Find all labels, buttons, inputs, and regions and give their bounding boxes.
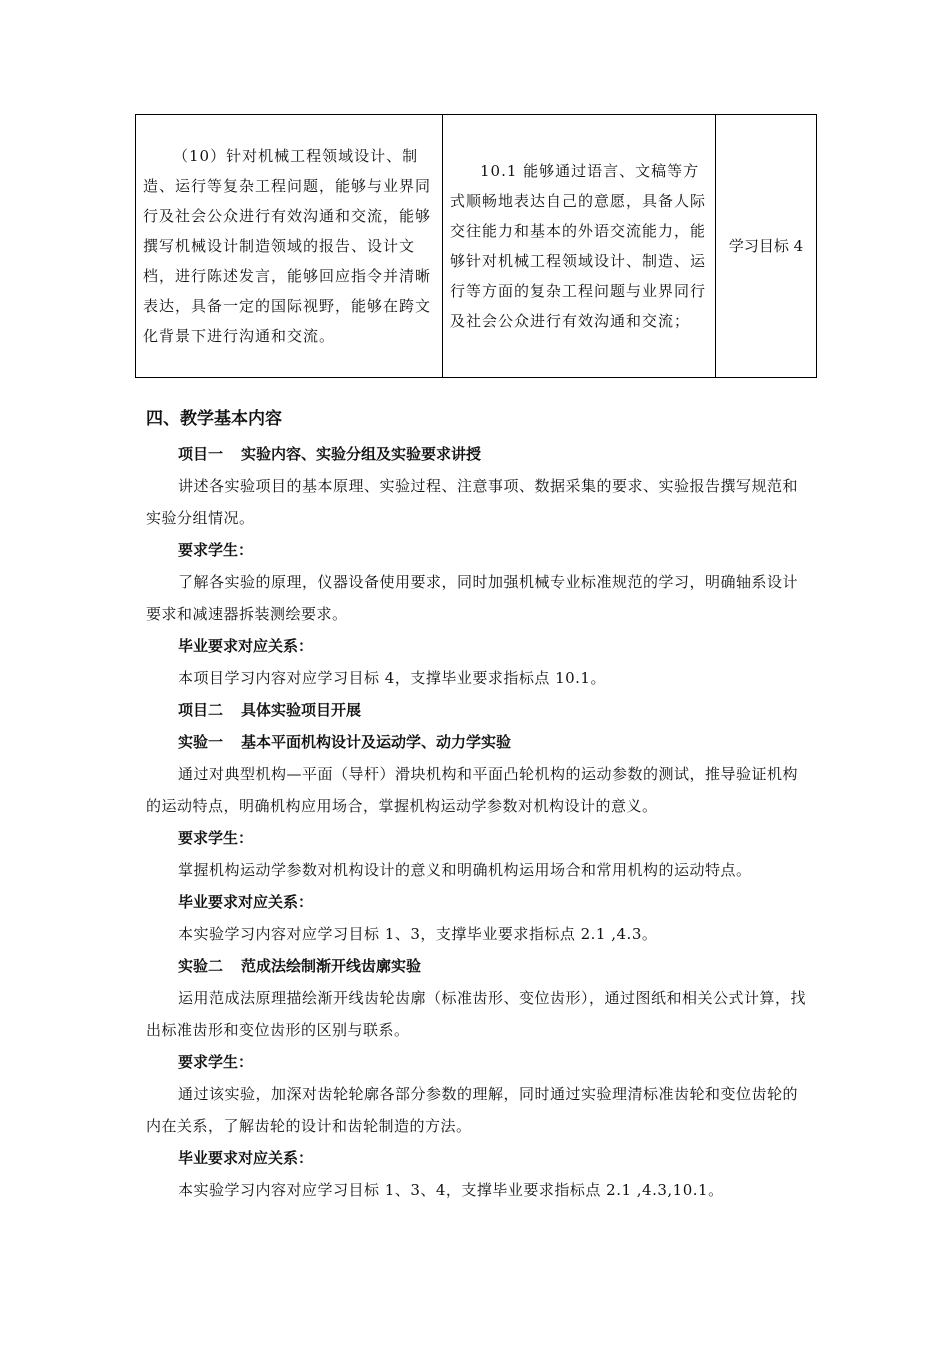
project-description: 讲述各实验项目的基本原理、实验过程、注意事项、数据采集的要求、实验报告撰写规范和实验分组情况。 xyxy=(146,477,799,527)
experiment-heading xyxy=(146,950,810,982)
mapping-heading: 毕业要求对应关系： xyxy=(178,637,314,655)
mapping-text: 本实验学习内容对应学习目标 1、3、4，支撑毕业要求指标点 2.1 ,4.3,10.1。 xyxy=(178,1181,724,1199)
requirements-heading: 要求学生： xyxy=(178,541,254,559)
requirements-text: 了解各实验的原理，仪器设备使用要求，同时加强机械专业标准规范的学习，明确轴系设计要求和减速器拆装测绘要求。 xyxy=(146,573,799,623)
requirements-heading: 要求学生： xyxy=(178,829,254,847)
mapping-heading: 毕业要求对应关系： xyxy=(178,1149,314,1167)
experiment-description: 通过对典型机构—平面（导杆）滑块机构和平面凸轮机构的运动参数的测试，推导验证机构的运动特点，明确机构应用场合，掌握机构运动学参数对机构设计的意义。 xyxy=(146,765,799,815)
experiment-title: 基本平面机构设计及运动学、动力学实验 xyxy=(241,733,512,751)
graduation-requirement-cell: （10）针对机械工程领域设计、制造、运行等复杂工程问题，能够与业界同行及社会公众进行有效沟通和交流，能够撰写机械设计制造领域的报告、设计文档，进行陈述发言，能够回应指令并清晰表达，具备一定的国际视野，能够在跨文化背景下进行沟通和交流。 xyxy=(136,115,443,378)
mapping-heading: 毕业要求对应关系： xyxy=(178,893,314,911)
project-label: 项目二 xyxy=(178,701,224,719)
requirements-text: 掌握机构运动学参数对机构设计的意义和明确机构运用场合和常用机构的运动特点。 xyxy=(178,861,752,879)
experiment-description: 运用范成法原理描绘渐开线齿轮齿廓（标准齿形、变位齿形），通过图纸和相关公式计算，找出标准齿形和变位齿形的区别与联系。 xyxy=(146,989,807,1039)
project-heading xyxy=(146,438,810,470)
learning-objective-cell: 学习目标 4 xyxy=(716,115,817,378)
indicator-cell: 10.1 能够通过语言、文稿等方式顺畅地表达自己的意愿，具备人际交往能力和基本的外语交流能力，能够针对机械工程领域设计、制造、运行等方面的复杂工程问题与业界同行及社会公众进行有效沟通和交流； xyxy=(443,115,716,378)
project-label: 项目一 xyxy=(178,445,224,463)
project-heading xyxy=(146,694,810,726)
requirements-heading: 要求学生： xyxy=(178,1053,254,1071)
section-title: 四、教学基本内容 xyxy=(146,409,282,429)
mapping-text: 本实验学习内容对应学习目标 1、3，支撑毕业要求指标点 2.1 ,4.3。 xyxy=(178,925,658,943)
experiment-label: 实验二 xyxy=(178,957,224,975)
table-row xyxy=(136,115,817,378)
requirements-table xyxy=(135,114,817,378)
project-title: 实验内容、实验分组及实验要求讲授 xyxy=(241,445,482,463)
experiment-heading xyxy=(146,726,810,758)
project-title: 具体实验项目开展 xyxy=(241,701,362,719)
experiment-label: 实验一 xyxy=(178,733,224,751)
experiment-title: 范成法绘制渐开线齿廓实验 xyxy=(241,957,422,975)
teaching-content-section xyxy=(146,404,810,1206)
requirements-text: 通过该实验，加深对齿轮轮廓各部分参数的理解，同时通过实验理清标准齿轮和变位齿轮的内在关系，了解齿轮的设计和齿轮制造的方法。 xyxy=(146,1085,799,1135)
mapping-text: 本项目学习内容对应学习目标 4，支撑毕业要求指标点 10.1。 xyxy=(178,669,606,687)
